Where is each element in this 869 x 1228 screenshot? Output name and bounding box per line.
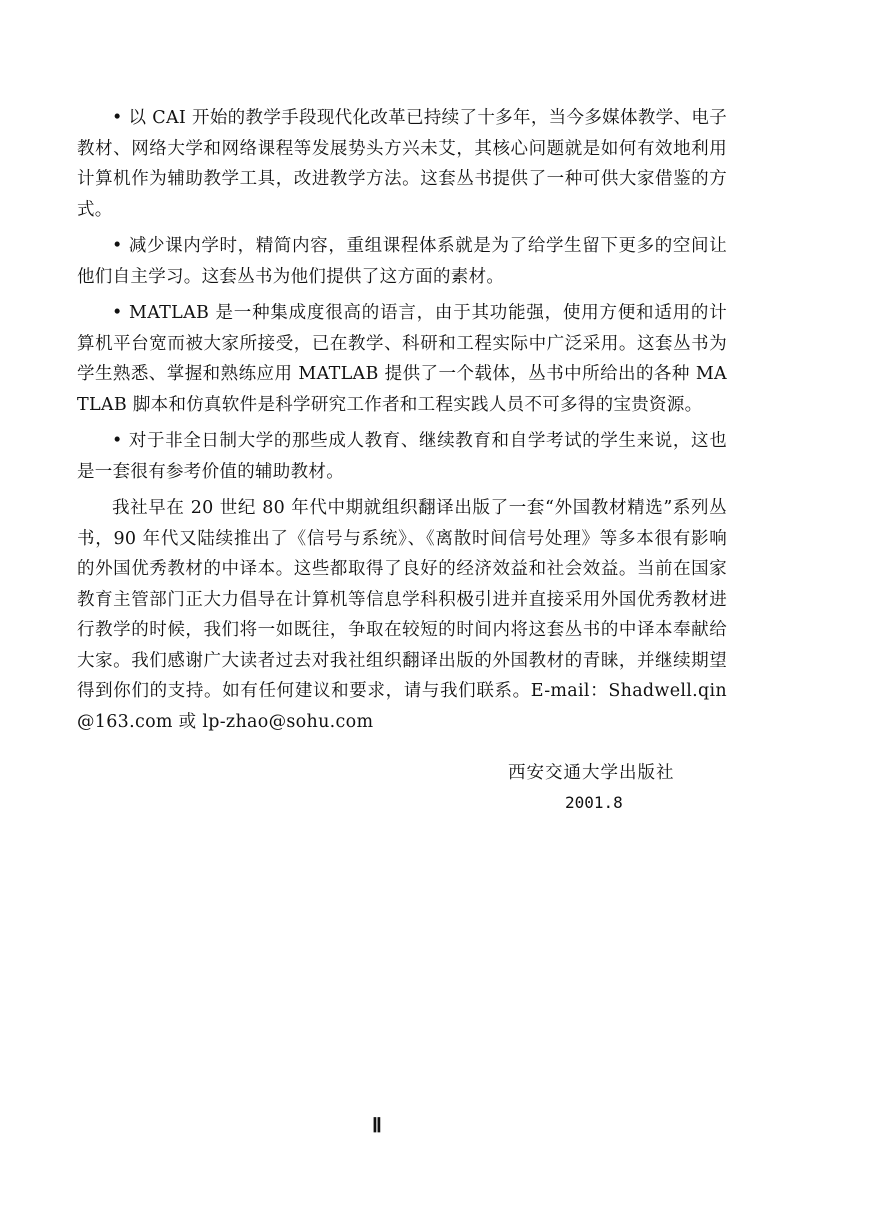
paragraph-cai-reform: • 以 CAI 开始的教学手段现代化改革已持续了十多年，当今多媒体教学、电子教材、网络大学和网络课程等发展势头方兴未艾，其核心问题就是如何有效地利用计算机作为辅助教学工具，改进教学方法。这套丛书提供了一种可供大家借鉴的方式。	[77, 108, 727, 220]
publication-date: 2001.8	[565, 793, 623, 812]
body-text	[77, 103, 727, 743]
page-number: Ⅱ	[372, 1115, 382, 1137]
signature-block	[508, 758, 748, 818]
paragraph-matlab: • MATLAB 是一种集成度很高的语言，由于其功能强，使用方便和适用的计算机平台宽而被大家所接受，已在教学、科研和工程实际中广泛采用。这套丛书为学生熟悉、掌握和熟练应用 MATLAB 提供了一个载体，丛书中所给出的各种 MATLAB 脚本和仿真软件是科学研究工作者和工程实践人员不可多得的宝贵资源。	[77, 303, 727, 415]
paragraph-reduce-hours: • 减少课内学时，精简内容，重组课程体系就是为了给学生留下更多的空间让他们自主学习。这套丛书为他们提供了这方面的素材。	[77, 236, 727, 287]
paragraph-publisher-history: 我社早在 20 世纪 80 年代中期就组织翻译出版了一套“外国教材精选”系列丛书，90 年代又陆续推出了《信号与系统》、《离散时间信号处理》等多本很有影响的外国优秀教材的中译本。这些都取得了良好的经济效益和社会效益。当前在国家教育主管部门正大力倡导在计算机等信息学科积极引进并直接采用外国优秀教材进行教学的时候，我们将一如既往，争取在较短的时间内将这套丛书的中译本奉献给大家。我们感谢广大读者过去对我社组织翻译出版的外国教材的青睐，并继续期望得到你们的支持。如有任何建议和要求，请与我们联系。E-mail：Shadwell.qin@163.com 或 lp-zhao@sohu.com	[77, 498, 727, 732]
publisher-name: 西安交通大学出版社	[508, 763, 675, 783]
paragraph-adult-education: • 对于非全日制大学的那些成人教育、继续教育和自学考试的学生来说，这也是一套很有参考价值的辅助教材。	[77, 431, 727, 482]
